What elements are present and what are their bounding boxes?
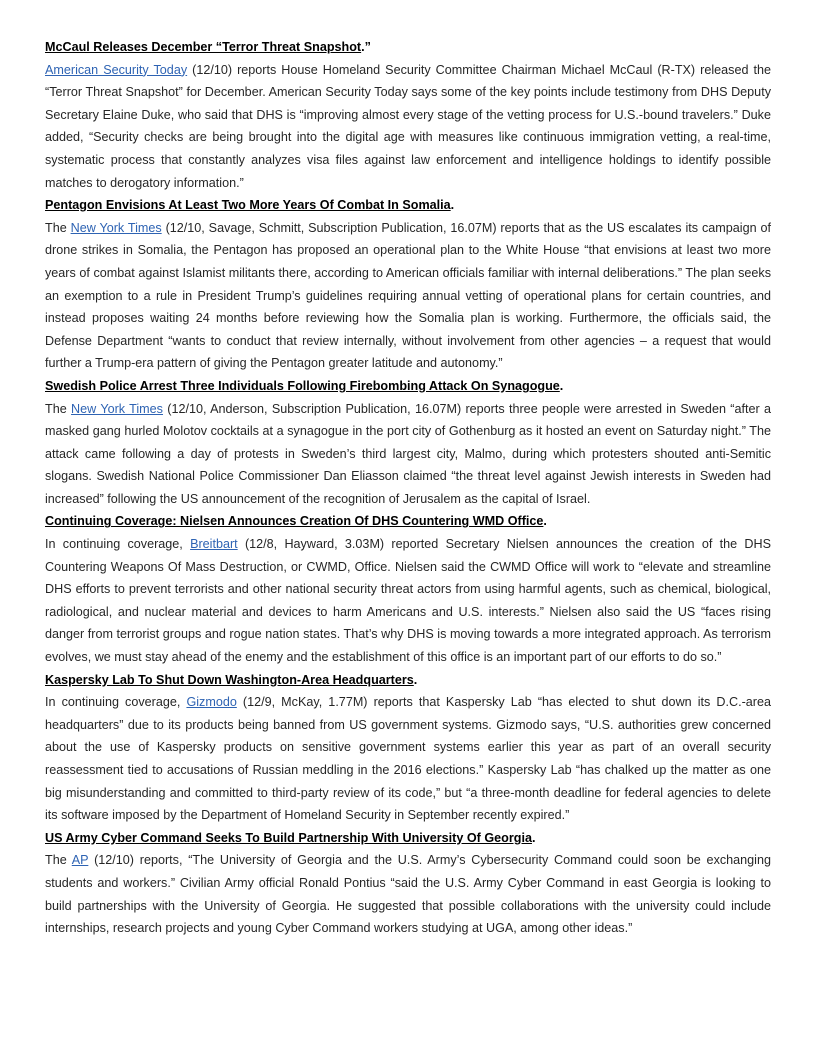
headline-suffix: . — [531, 830, 536, 845]
body-text: (12/10) reports House Homeland Security Committee Chairman Michael McCaul (R-TX) released the “Terror Threat Snapshot” for December. American Security Today says some of the key points include testimony from DHS Deputy Secretary Elaine Duke, who said that DHS is “improving almost every stage of the vetting process for U.S.-bound travelers.” Duke added, “Security checks are being brought into the digital age with measures like continuous immigration vetting, a real-time, systematic process that constantly analyzes visa files against law enforcement and intelligence holdings to identify possible matches to derogatory information.” — [45, 62, 771, 190]
article-headline — [45, 510, 771, 533]
body-lead: The — [45, 853, 72, 868]
article-pentagon-somalia — [45, 194, 771, 375]
article-headline — [45, 36, 771, 59]
article-army-cyber — [45, 827, 771, 940]
article-nielsen-cwmd — [45, 510, 771, 668]
article-mccaul — [45, 36, 771, 194]
headline-suffix: .” — [361, 40, 371, 54]
headline-text: Swedish Police Arrest Three Individuals Following Firebombing Attack On Synagogue — [45, 378, 560, 393]
headline-suffix: . — [413, 672, 418, 687]
headline-suffix: . — [559, 378, 564, 393]
body-lead: In continuing coverage, — [45, 537, 191, 552]
source-link[interactable]: New York Times — [70, 220, 162, 235]
headline-text: US Army Cyber Command Seeks To Build Partnership With University Of Georgia — [45, 830, 532, 845]
source-link[interactable]: Gizmodo — [186, 695, 237, 710]
article-swedish-police — [45, 375, 771, 511]
headline-text: Kaspersky Lab To Shut Down Washington-Area Headquarters — [45, 672, 414, 687]
body-text: (12/9, McKay, 1.77M) reports that Kaspersky Lab “has elected to shut down its D.C.-area headquarters” due to its products being banned from US government systems. Gizmodo says, “U.S. authorities grew concerned about the use of Kaspersky products on sensitive government systems earlier this year as part of an overall security reassessment tied to accusations of Russian meddling in the 2016 elections.” Kaspersky Lab “has chalked up the matter as one big misunderstanding and committed to third-party review of its code,” but “a three-month deadline for federal agencies to delete its software imposed by the Department of Homeland Security in September recently expired.” — [45, 695, 771, 823]
article-body — [45, 691, 771, 827]
source-link[interactable]: Breitbart — [190, 537, 238, 552]
article-headline — [45, 194, 771, 217]
article-kaspersky — [45, 669, 771, 827]
article-headline — [45, 375, 771, 398]
headline-suffix: . — [450, 198, 455, 213]
article-body — [45, 533, 771, 669]
article-headline — [45, 827, 771, 850]
source-link[interactable]: AP — [71, 853, 89, 868]
headline-text: Pentagon Envisions At Least Two More Years Of Combat In Somalia — [45, 198, 451, 213]
body-lead: The — [45, 401, 72, 416]
article-headline — [45, 669, 771, 692]
headline-text: McCaul Releases December “Terror Threat Snapshot — [45, 40, 362, 54]
body-text: (12/10) reports, “The University of Georgia and the U.S. Army’s Cybersecurity Command could soon be exchanging students and workers.” Civilian Army official Ronald Pontius “said the U.S. Army Cyber Command in east Georgia is looking to build partnerships with the University of Georgia. He suggested that possible collaborations with the university could include internships, research projects and young Cyber Command workers studying at UGA, among other ideas.” — [45, 853, 771, 936]
source-link[interactable]: American Security Today — [45, 62, 188, 77]
body-lead: The — [45, 220, 71, 235]
body-text: (12/10, Savage, Schmitt, Subscription Publication, 16.07M) reports that as the US escalates its campaign of drone strikes in Somalia, the Pentagon has proposed an operational plan to the White House “that envisions at least two more years of combat against Islamist militants there, according to American officials familiar with internal deliberations.” The plan seeks an exemption to a rule in President Trump’s guidelines requiring annual vetting of operational plans for certain countries, and instead proposes waiting 24 months before reviewing how the Somalia plan is working. Furthermore, the officials said, the Defense Department “wants to conduct that review internally, without involvement from other agencies – a request that would further a Trump-era pattern of giving the Pentagon greater latitude and autonomy.” — [45, 220, 771, 371]
article-body — [45, 59, 771, 195]
headline-suffix: . — [543, 514, 547, 529]
article-body — [45, 398, 771, 511]
article-body — [45, 217, 771, 375]
body-lead: In continuing coverage, — [45, 695, 187, 710]
body-text: (12/10, Anderson, Subscription Publication, 16.07M) reports three people were arrested in Sweden “after a masked gang hurled Molotov cocktails at a synagogue in the port city of Gothenburg as it hosted an event on Saturday night.” The attack came following a day of protests in Sweden’s third largest city, Malmo, during which protesters shouted anti-Semitic slogans. Swedish National Police Commissioner Dan Eliasson claimed “the threat level against Jewish interests in Sweden had increased” following the US announcement of the recognition of Jerusalem as the capital of Israel. — [45, 401, 771, 506]
source-link[interactable]: New York Times — [71, 401, 163, 416]
body-text: (12/8, Hayward, 3.03M) reported Secretary Nielsen announces the creation of the DHS Countering Weapons Of Mass Destruction, or CWMD, Office. Nielsen said the CWMD Office will work to “elevate and streamline DHS efforts to prevent terrorists and other national security threat actors from using harmful agents, such as chemical, biological, radiological, and nuclear material and devices to harm Americans and U.S. interests.” Nielsen also said the US “faces rising danger from terrorist groups and rogue nation states. That’s why DHS is moving towards a more integrated approach. As terrorism evolves, we must stay ahead of the enemy and the establishment of this office is an important part of our efforts to do so.” — [45, 537, 771, 665]
article-body — [45, 849, 771, 939]
headline-text: Continuing Coverage: Nielsen Announces Creation Of DHS Countering WMD Office — [45, 514, 544, 529]
